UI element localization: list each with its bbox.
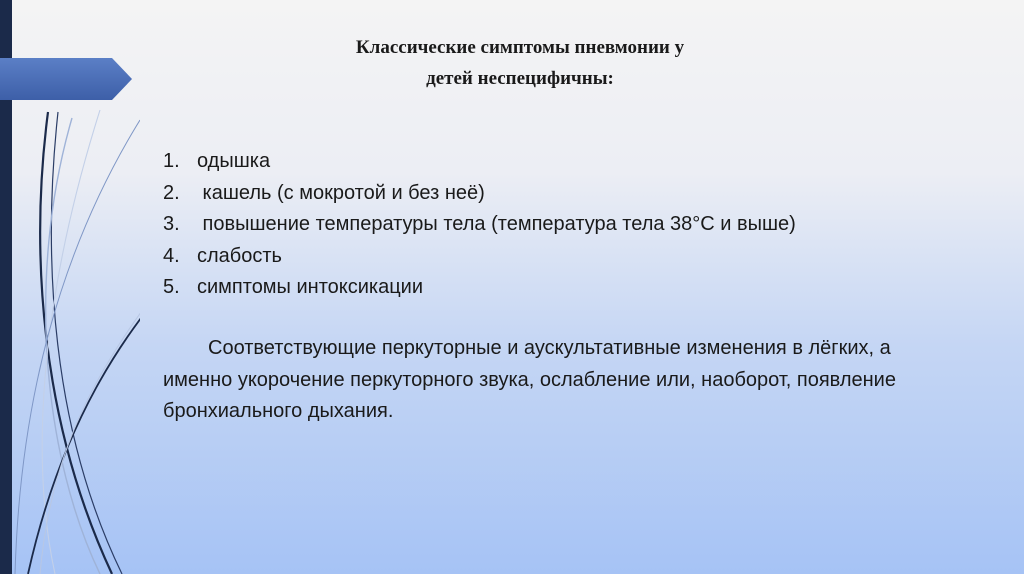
item-text: симптомы интоксикации <box>197 276 424 298</box>
item-text: кашель (с мокротой и без неё) <box>197 181 485 204</box>
item-number: 3. <box>163 213 180 235</box>
list-item <box>163 272 796 304</box>
item-text: слабость <box>197 244 282 267</box>
decorative-curves <box>0 0 140 574</box>
paragraph-text: Соответствующие перкуторные и аускультативные изменения в лёгких, а именно укорочение перкуторного звука, ослабление или, наоборот, появление бронхиального дыхания. <box>163 337 896 422</box>
arrow-tab <box>0 58 132 100</box>
curve-dark-2 <box>51 112 122 574</box>
title-line-1: Классические симптомы пневмонии у <box>355 37 685 58</box>
symptom-list <box>163 146 796 304</box>
curve-dark-3 <box>28 250 140 574</box>
list-item <box>163 146 796 178</box>
list-item <box>163 209 796 241</box>
item-text: одышка <box>197 150 271 172</box>
title-line-2: детей неспецифичны: <box>426 68 614 89</box>
item-number: 5. <box>163 276 180 298</box>
list-item <box>163 241 796 273</box>
item-number: 4. <box>163 244 180 267</box>
curve-light-1 <box>46 118 100 574</box>
list-item <box>163 178 796 210</box>
item-text: повышение температуры тела (температура тела 38°С и выше) <box>197 213 796 235</box>
item-number: 2. <box>163 181 180 204</box>
slide-title <box>230 32 810 94</box>
description-paragraph <box>163 333 913 428</box>
item-number: 1. <box>163 150 180 172</box>
